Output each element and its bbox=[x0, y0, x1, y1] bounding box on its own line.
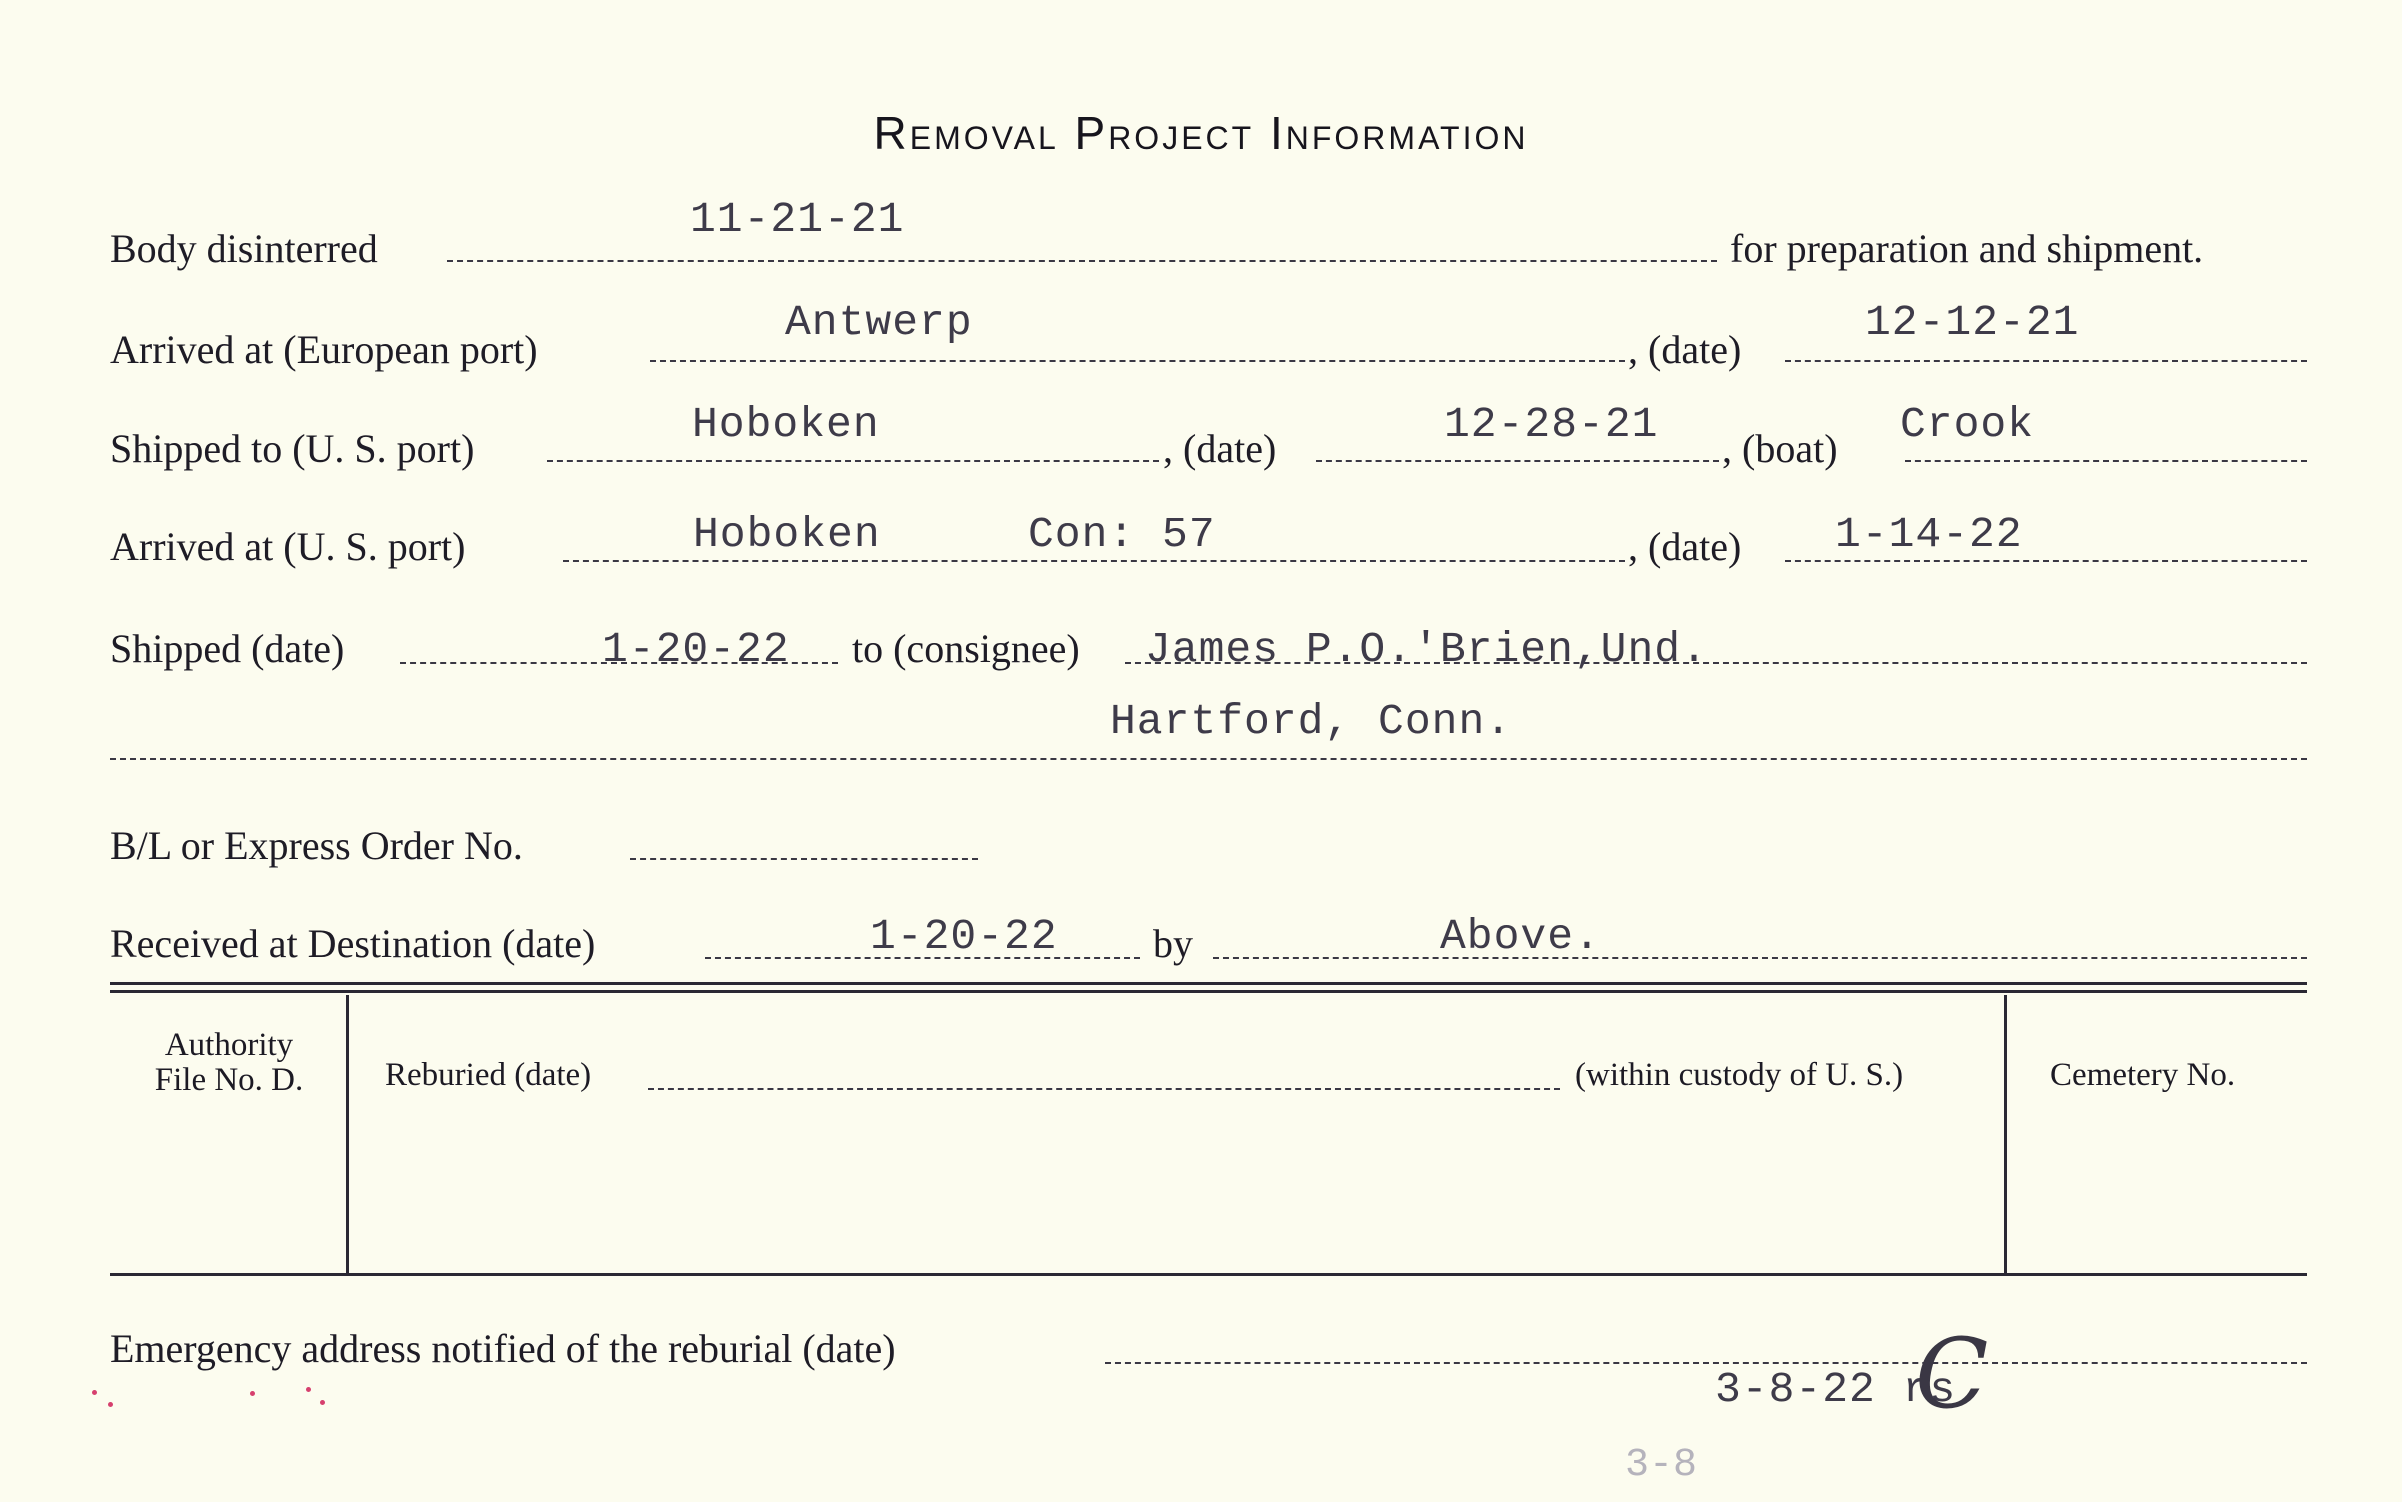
consignee-label: to (consignee) bbox=[852, 626, 1080, 671]
consignee-address: Hartford, Conn. bbox=[1110, 697, 1513, 746]
disinterred-label: Body disinterred bbox=[110, 226, 378, 271]
received-by: Above. bbox=[1440, 912, 1601, 961]
cemetery-label: Cemetery No. bbox=[2050, 1057, 2236, 1093]
box-top-rule-double bbox=[110, 990, 2307, 993]
authority-label: Authority File No. D. bbox=[154, 1027, 304, 1098]
ink-speck bbox=[92, 1390, 97, 1395]
shipped-to-label: Shipped to (U. S. port) bbox=[110, 426, 475, 471]
custody-label: (within custody of U. S.) bbox=[1575, 1057, 1904, 1093]
shipped-date: 1-20-22 bbox=[602, 625, 790, 674]
reburied-label: Reburied (date) bbox=[385, 1057, 592, 1093]
emergency-label: Emergency address notified of the reburial (date) bbox=[110, 1326, 896, 1371]
disinterred-line bbox=[447, 260, 1717, 262]
shipped-to-date: 12-28-21 bbox=[1444, 400, 1659, 449]
european-port-label: Arrived at (European port) bbox=[110, 327, 538, 372]
ink-speck bbox=[250, 1391, 255, 1396]
box-top-rule bbox=[110, 982, 2307, 985]
handwritten-initial-mark: C bbox=[1915, 1318, 1989, 1430]
arrived-us-date-line bbox=[1785, 560, 2307, 562]
shipped-label: Shipped (date) bbox=[110, 626, 345, 671]
box-divider-right bbox=[2004, 995, 2007, 1273]
arrived-us-port: Hoboken bbox=[693, 510, 881, 559]
box-bottom-rule bbox=[110, 1273, 2307, 1276]
european-port-value: Antwerp bbox=[785, 298, 973, 347]
emergency-date: 3-8-22 rs bbox=[1715, 1365, 1957, 1414]
shipped-to-port: Hoboken bbox=[692, 400, 880, 449]
european-port-date-label: , (date) bbox=[1628, 327, 1742, 372]
arrived-us-line bbox=[563, 560, 1625, 562]
consignee-name: James P.O.'Brien,Und. bbox=[1145, 625, 1708, 674]
disinterred-date: 11-21-21 bbox=[690, 195, 905, 244]
arrived-us-date-label: , (date) bbox=[1628, 524, 1742, 569]
bl-label: B/L or Express Order No. bbox=[110, 823, 523, 868]
received-date: 1-20-22 bbox=[870, 912, 1058, 961]
received-by-label: by bbox=[1153, 921, 1193, 966]
boat-name: Crook bbox=[1900, 400, 2035, 449]
european-port-line bbox=[650, 360, 1625, 362]
european-port-date: 12-12-21 bbox=[1865, 298, 2080, 347]
shipped-to-date-line bbox=[1316, 460, 1719, 462]
consignee-address-line bbox=[110, 758, 2307, 760]
european-port-date-line bbox=[1785, 360, 2307, 362]
received-label: Received at Destination (date) bbox=[110, 921, 596, 966]
ink-speck bbox=[320, 1400, 325, 1405]
ink-speck bbox=[108, 1402, 113, 1407]
container-number: Con: 57 bbox=[1028, 510, 1216, 559]
emergency-line bbox=[1105, 1362, 2307, 1364]
disinterred-suffix: for preparation and shipment. bbox=[1730, 226, 2204, 271]
arrived-us-label: Arrived at (U. S. port) bbox=[110, 524, 466, 569]
card-title: Removal Project Information bbox=[873, 107, 1529, 159]
box-divider-left bbox=[346, 995, 349, 1273]
boat-line bbox=[1905, 460, 2307, 462]
ink-speck bbox=[306, 1387, 311, 1392]
received-by-line bbox=[1213, 957, 2307, 959]
bl-line bbox=[630, 858, 978, 860]
reburied-line bbox=[648, 1088, 1560, 1090]
shipped-to-date-label: , (date) bbox=[1163, 426, 1277, 471]
shipped-to-line bbox=[547, 460, 1159, 462]
arrived-us-date: 1-14-22 bbox=[1835, 510, 2023, 559]
faded-stamp: 3-8 bbox=[1625, 1443, 1698, 1488]
boat-label: , (boat) bbox=[1722, 426, 1838, 471]
